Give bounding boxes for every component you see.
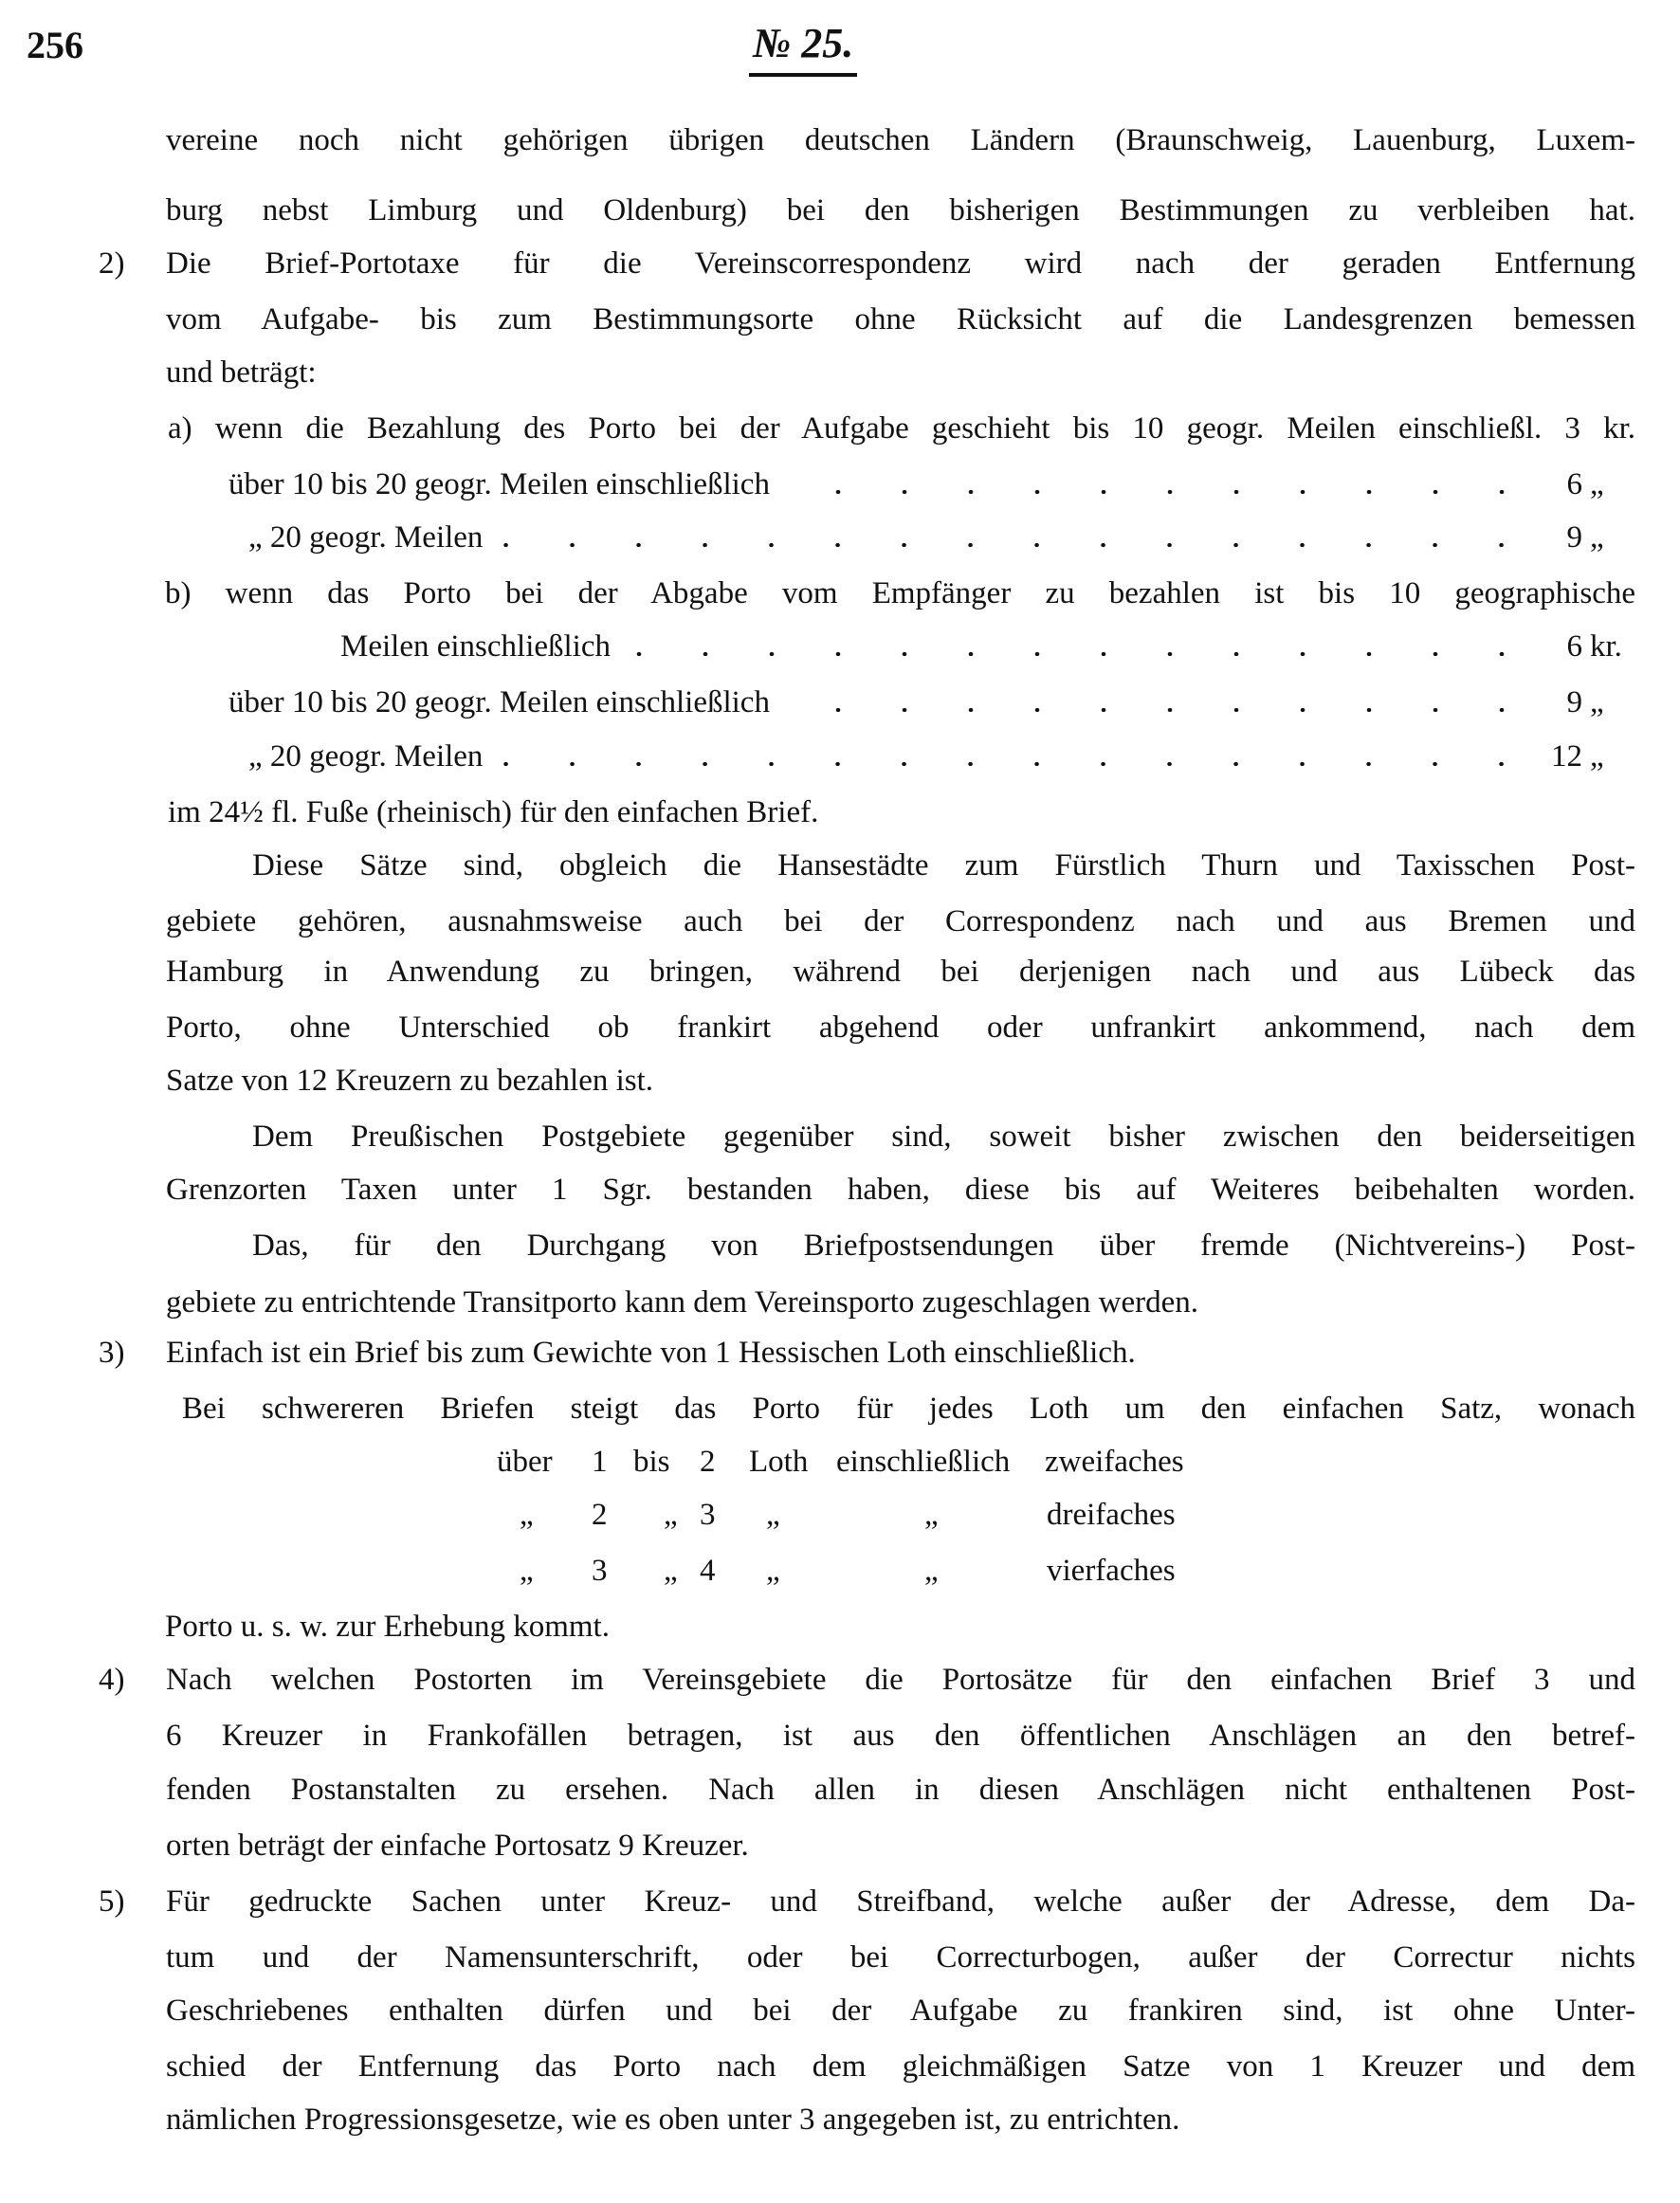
cell-unit: Loth	[749, 1445, 809, 1479]
rate-row	[340, 626, 1635, 667]
cell-bis: „	[664, 1498, 678, 1532]
text-line: schied der Entfernung das Porto nach dem gleichmäßigen Satze von 1 Kreuzer und dem	[166, 2049, 1635, 2084]
rate-unit: „	[1590, 520, 1604, 555]
text-line: Einfach ist ein Brief bis zum Gewichte von 1 Hessischen Loth einschließlich.	[166, 1336, 1136, 1370]
rate-row	[248, 736, 1635, 777]
dot-leader	[779, 490, 1535, 494]
cell-bis: „	[664, 1554, 678, 1588]
dot-leader	[492, 543, 1535, 547]
cell-unit: „	[766, 1498, 780, 1532]
cell-result: vierfaches	[1047, 1554, 1176, 1588]
section-number: 5)	[99, 1884, 125, 1919]
rate-value: 6	[1566, 629, 1582, 664]
text-line: Porto u. s. w. zur Erhebung kommt.	[165, 1610, 610, 1644]
text-line: Grenzorten Taxen unter 1 Sgr. bestanden haben, diese bis auf Weiteres beibehalten worden.	[166, 1173, 1635, 1207]
text-line: gebiete zu entrichtende Transitporto kann dem Vereinsporto zugeschlagen werden.	[166, 1285, 1198, 1320]
text-line: Diese Sätze sind, obgleich die Hansestädte zum Fürstlich Thurn und Taxisschen Post-	[252, 848, 1635, 883]
cell-incl: „	[924, 1498, 939, 1532]
cell-result: zweifaches	[1045, 1445, 1184, 1479]
rate-label: über 10 bis 20 geogr. Meilen einschließlich	[228, 467, 770, 501]
text-line: und beträgt:	[166, 355, 317, 390]
cell-incl: einschließlich	[836, 1445, 1011, 1479]
text-line: vom Aufgabe- bis zum Bestimmungsorte ohne Rücksicht auf die Landesgrenzen bemessen	[166, 302, 1635, 337]
rate-unit: „	[1590, 739, 1604, 774]
cell-from-word: „	[520, 1554, 534, 1588]
text-line: fenden Postanstalten zu ersehen. Nach allen in diesen Anschlägen nicht enthaltenen Post-	[166, 1773, 1635, 1807]
cell-incl: „	[924, 1554, 939, 1588]
text-line: Porto, ohne Unterschied ob frankirt abgehend oder unfrankirt ankommend, nach dem	[166, 1010, 1635, 1045]
weight-table-row	[0, 1550, 1680, 1592]
rate-unit: kr.	[1590, 629, 1622, 664]
text-line: gebiete gehören, ausnahmsweise auch bei der Correspondenz nach und aus Bremen und	[166, 904, 1635, 938]
rate-value: 9	[1566, 520, 1582, 555]
text-line: Nach welchen Postorten im Vereinsgebiete die Portosätze für den einfachen Brief 3 und	[166, 1663, 1635, 1697]
text-line: Das, für den Durchgang von Briefpostsendungen über fremde (Nichtvereins-) Post-	[252, 1229, 1635, 1263]
rate-label: „ 20 geogr. Meilen	[248, 520, 484, 555]
text-line: Dem Preußischen Postgebiete gegenüber sind, soweit bisher zwischen den beiderseitigen	[252, 1120, 1635, 1154]
rate-unit: „	[1590, 467, 1604, 501]
text-line: vereine noch nicht gehörigen übrigen deutschen Ländern (Braunschweig, Lauenburg, Luxem-	[166, 123, 1635, 157]
rate-value: 12	[1551, 739, 1582, 774]
dot-leader	[492, 762, 1535, 766]
text-line: 6 Kreuzer in Frankofällen betragen, ist aus den öffentlichen Anschlägen an den betref-	[166, 1719, 1635, 1753]
cell-to: 2	[700, 1445, 716, 1479]
cell-result: dreifaches	[1047, 1498, 1176, 1532]
rate-row	[228, 464, 1635, 505]
text-line: Für gedruckte Sachen unter Kreuz- und Streifband, welche außer der Adresse, dem Da-	[166, 1884, 1635, 1919]
rate-label: „ 20 geogr. Meilen	[248, 739, 484, 774]
text-line: nämlichen Progressionsgesetze, wie es oben unter 3 angegeben ist, zu entrichten.	[166, 2103, 1180, 2137]
rate-row	[228, 682, 1635, 723]
dot-leader	[779, 708, 1535, 712]
dot-leader	[620, 652, 1535, 656]
rate-line-a: a) wenn die Bezahlung des Porto bei der Aufgabe geschieht bis 10 geogr. Meilen einschließl. 3 kr.	[168, 411, 1635, 446]
rate-label: Meilen einschließlich	[340, 629, 611, 664]
text-line: im 24½ fl. Fuße (rheinisch) für den einfachen Brief.	[168, 795, 819, 829]
rate-value: 6	[1566, 467, 1582, 501]
page-number: 256	[27, 24, 83, 66]
cell-to: 4	[700, 1554, 716, 1588]
section-number: 3)	[99, 1336, 125, 1370]
text-line: Geschriebenes enthalten dürfen und bei der Aufgabe zu frankiren sind, ist ohne Unter-	[166, 1994, 1635, 2028]
cell-unit: „	[766, 1554, 780, 1588]
rate-row	[248, 517, 1635, 558]
cell-from: 3	[592, 1554, 608, 1588]
text-line: Bei schwereren Briefen steigt das Porto für jedes Loth um den einfachen Satz, wonach	[182, 1392, 1635, 1426]
section-number: 2)	[99, 246, 125, 281]
cell-from-word: „	[520, 1498, 534, 1532]
cell-from: 2	[592, 1498, 608, 1532]
rate-line-b: b) wenn das Porto bei der Abgabe vom Empfänger zu bezahlen ist bis 10 geographische	[165, 576, 1635, 610]
document-number: № 25.	[749, 19, 857, 77]
cell-to: 3	[700, 1498, 716, 1532]
section-number: 4)	[99, 1663, 125, 1697]
text-line: tum und der Namensunterschrift, oder bei Correcturbogen, außer der Correctur nichts	[166, 1940, 1635, 1975]
weight-table-row	[0, 1494, 1680, 1536]
rate-label: über 10 bis 20 geogr. Meilen einschließlich	[228, 685, 770, 719]
rate-value: 9	[1566, 685, 1582, 719]
cell-from-word: über	[497, 1445, 553, 1479]
text-line: Die Brief-Portotaxe für die Vereinscorrespondenz wird nach der geraden Entfernung	[166, 246, 1635, 281]
cell-from: 1	[592, 1445, 608, 1479]
rate-unit: „	[1590, 685, 1604, 719]
text-line: orten beträgt der einfache Portosatz 9 Kreuzer.	[166, 1829, 749, 1863]
text-line: Hamburg in Anwendung zu bringen, während bei derjenigen nach und aus Lübeck das	[166, 955, 1635, 989]
text-line: burg nebst Limburg und Oldenburg) bei den bisherigen Bestimmungen zu verbleiben hat.	[166, 193, 1635, 228]
cell-bis: bis	[633, 1445, 670, 1479]
text-line: Satze von 12 Kreuzern zu bezahlen ist.	[166, 1064, 654, 1098]
weight-table-row	[0, 1441, 1680, 1483]
